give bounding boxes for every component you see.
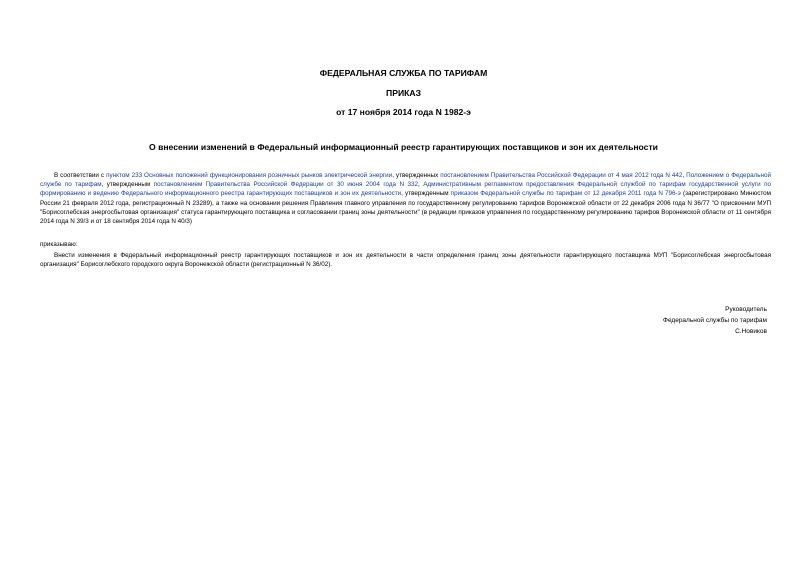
link-administrative-regulation[interactable]: Административным регламентом предоставления Федеральной службой по тарифам государственной услуги по формированию и ведению Федерального информационного реестра гарантирующих поставщиков и зон их деятельности [40,181,772,198]
document-date-number: от 17 ноября 2014 года N 1982-э [336,107,471,117]
link-resolution-442[interactable]: постановлением Правительства Российской Федерации от 4 мая 2012 года N 442 [440,172,683,179]
link-clause-233[interactable]: пунктом 233 Основных положений функционирования розничных рынков электрической энергии [106,172,393,179]
paragraph-basis [40,171,771,226]
text-fragment: (зарегистрировано Минюстом России 21 февраля 2012 года, регистрационный N 23289), а также на основании решения Правления главного управления по государственному регулированию тарифов Воронежской области от 22 декабря 2006 года N 36/77 "О присвоении МУП "Борисоглебская энергосбытовая организация" статуса гарантирующего поставщика и согласовании границ зоны деятельности" (в редакции приказов управления по государственному регулированию тарифов Воронежской области от 11 сентября 2014 года N 39/3 и от 18 сентября 2014 года N 40/3) [40,190,771,226]
document-title: О внесении изменений в Федеральный информационный реестр гарантирующих поставщиков и зон их деятельности [149,142,658,152]
text-fragment: , утвержденным [401,190,451,198]
link-resolution-332[interactable]: постановлением Правительства Российской Федерации от 30 июня 2004 года N 332 [153,181,419,189]
organization-heading: ФЕДЕРАЛЬНАЯ СЛУЖБА ПО ТАРИФАМ [319,68,488,78]
signature-position: Руководитель [725,306,767,313]
text-fragment: , [682,172,687,179]
link-order-796[interactable]: приказом Федеральной службы по тарифам от 12 декабря 2011 года N 796-э [450,190,681,198]
paragraph-order-word: приказываю: [40,241,78,248]
document-type-heading: ПРИКАЗ [386,88,421,98]
signature-organization: Федеральной службы по тарифам [663,317,767,324]
paragraph-order-content: Внести изменения в Федеральный информационный реестр гарантирующих поставщиков и зон их деятельности в части определения границ зоны деятельности гарантирующего поставщика МУП "Борисоглебская энергосбытовая организация" Борисоглебского городского округа Воронежской области (регистрационный N 36/02). [40,252,771,269]
text-fragment: , утвержденным [101,181,154,189]
link-fst-regulation[interactable]: Положением о Федеральной службе по тарифам [40,172,772,189]
text-fragment: , утвержденных [392,172,441,179]
text-fragment: , [418,181,424,189]
signature-name: С.Новиков [735,328,767,335]
signature-block [663,304,767,337]
text-fragment: В соответствии с [54,172,107,179]
